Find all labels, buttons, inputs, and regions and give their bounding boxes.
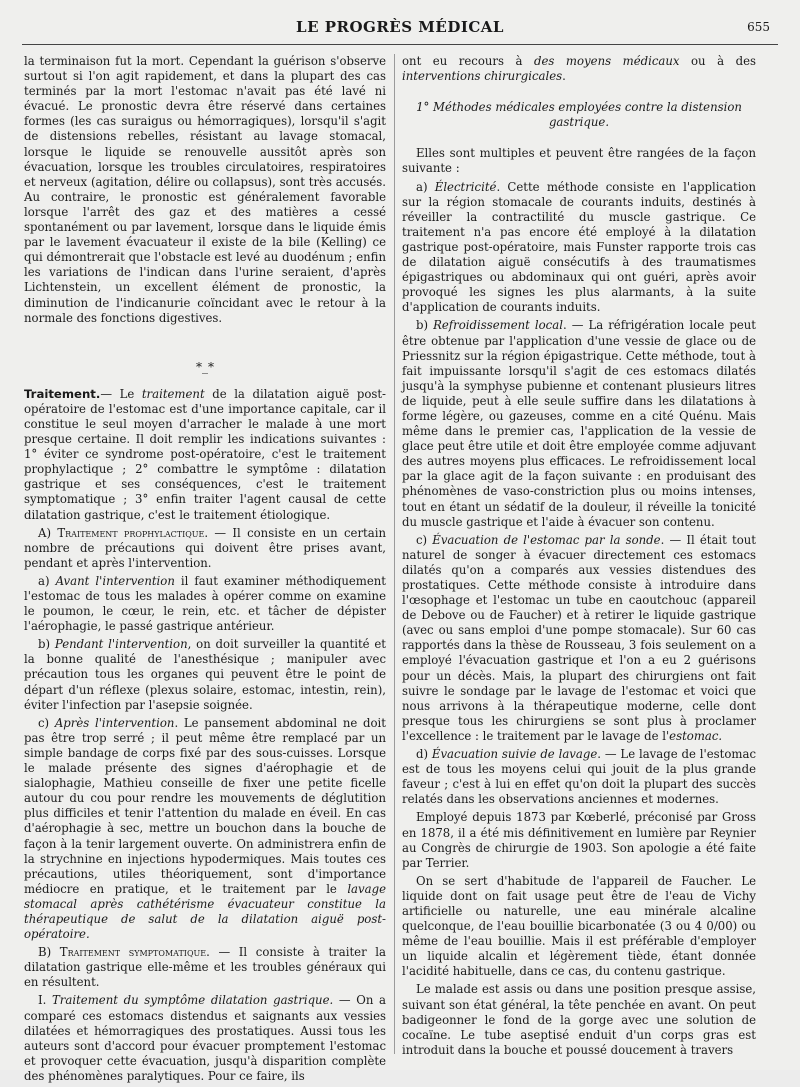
continuation-paragraph: ont eu recours à des moyens médicaux ou à des interventions chirurgicales. [402, 54, 757, 84]
treatment-intro: Traitement.— Le traitement de la dilatation aiguë post-opératoire de l'estomac est d'une importance capitale, car il constitue le seul moyen d'arracher le malade à une mort presque certaine. Il doit remplir les indications suivantes : 1° éviter ce syndrome post-opératoire, c'est le traitement prophylactique ; 2° combattre le symptôme : dilatation gastrique et ses conséquences, c'est le traitement symptomatique ; 3° enfin traiter l'agent causal de cette dilatation gastrique, c'est le traitement étiologique. [24, 386, 387, 522]
running-header [0, 18, 800, 42]
symptomatic-heading: B) Traitement symptomatique. [38, 945, 210, 960]
column-divider [394, 54, 395, 1054]
prophylactic-heading: A) Traitement prophylactique. [38, 525, 209, 540]
history-paragraph: Employé depuis 1873 par Kœberlé, préconisé par Gross en 1878, il a été mis définitivement en lumière par Reynier au Congrès de chirurgie de 1903. Son apologie a été faite par Terrier. [402, 810, 756, 870]
prophylactic-paragraph: A) Traitement prophylactique. — Il consiste en un certain nombre de précautions qui doivent être prises avant, pendant et après l'intervention. [24, 525, 386, 570]
electricity-paragraph: a) Électricité. Cette méthode consiste en l'application sur la région stomacale de courants induits, destinés à réveiller la contractilité du muscle gastrique. Ce traitement n'a pas encore été employé à la dilatation gastrique post-opératoire, mais Funster rapporte trois cas de dilatation aiguë consécutifs à des traumatismes épigastriques ou abdominaux qui ont guéri, après avoir provoqué les signes les plus alarmants, à la suite d'application de courants induits. [402, 179, 756, 315]
section-title: 1° Méthodes médicales employées contre la distension gastrique. [416, 100, 742, 130]
cooling-paragraph: b) Refroidissement local. — La réfrigération locale peut être obtenue par l'application d'une vessie de glace ou de Priessnitz sur la région épigastrique. Cette méthode, tout à fait impuissante lorsqu'il s'agit de ces estomacs dilatés jusqu'à la symphyse pubienne et contenant plusieurs litres de liquide, peut à elle seule suffire dans les dilatations à forme légère, ou gazeuses, comme en a cité Quénu. Mais même dans le premier cas, l'application de la vessie de glace peut être utile et doit être employée comme adjuvant des autres moyens plus efficaces. Le refroidissement local par la glace agit de la façon suivante : en produisant des phénomènes de vaso-constriction plus ou moins intenses, tout en étant un sédatif de la douleur, il réveille la tonicité du muscle gastrique et l'aide à évacuer son contenu. [402, 318, 756, 529]
symptom-treatment: I. Traitement du symptôme dilatation gastrique. — On a comparé ces estomacs distendus et saignants aux vessies dilatées et hémorragiques des prostatiques. Aussi tous les auteurs sont d'accord pour évacuer promptement l'estomac et provoquer cette évacuation, jusqu'à disparition complète des phénomènes paralytiques. Pour ce faire, ils [24, 993, 386, 1083]
lavage-paragraph: d) Évacuation suivie de lavage. — Le lavage de l'estomac est de tous les moyens celui qui jouit de la plus grande faveur ; c'est à lui en effet qu'on doit la plupart des succès relatés dans les observations anciennes et modernes. [402, 747, 756, 807]
before-intervention: a) Avant l'intervention il faut examiner méthodiquement l'estomac de tous les malades à opérer comme on examine le poumon, le cœur, le rein, etc. et tâcher de dépister l'aérophagie, le passé gastrique antérieur. [24, 573, 387, 634]
treatment-heading: Traitement. [24, 386, 101, 401]
page-number: 655 [747, 20, 770, 34]
after-intervention: c) Après l'intervention. Le pansement abdominal ne doit pas être trop serré ; il peut même être remplacé par un simple bandage de corps fixé par des sous-cuisses. Lorsque le malade présente des signes d'aérophagie et de sialophagie, Mathieu conseille de fixer une petite ficelle autour du cou pour rendre les mouvements de déglutition plus difficiles et tenir l'attention du malade en éveil. En cas d'aérophagie à sec, mettre un bouchon dans la bouche de façon à la tenir largement ouverte. On administrera enfin de la strychnine en injections hypodermiques. Mais toutes ces précautions, utiles théoriquement, sont d'importance médiocre en pratique, et le traitement par le lavage stomacal après cathétérisme évacuateur constitue la thérapeutique de salut de la dilatation aiguë post-opératoire. [24, 715, 386, 942]
header-rule [22, 44, 778, 45]
left-column [24, 54, 386, 1087]
evacuation-paragraph: c) Évacuation de l'estomac par la sonde. — Il était tout naturel de songer à évacuer directement ces estomacs dilatés qu'on a comparés aux vessies distendues des prostatiques. Cette méthode consiste à introduire dans l'œsophage et l'estomac un tube en caoutchouc (appareil de Debove ou de Faucher) et à retirer le liquide gastrique (avec ou sans emploi d'une pompe stomacale). Sur 60 cas rapportés dans la thèse de Rousseau, 3 fois seulement on a employé l'évacuation gastrique et l'on a eu 2 guérisons pour un décès. Mais, la plupart des chirurgiens ont fait suivre le sondage par le lavage de l'estomac et voici que nous arrivons à la thérapeutique moderne, celle dont presque tous les chirurgiens se sont plus à proclamer l'excellence : le traitement par le lavage de l'estomac. [402, 532, 756, 743]
during-intervention: b) Pendant l'intervention, on doit surveiller la quantité et la bonne qualité de l'anesthésique ; manipuler avec précaution tous les organes qui peuvent être le point de départ d'un réflexe (plexus solaire, estomac, intestin, rein), éviter l'infection par l'asepsie soignée. [24, 637, 387, 712]
methods-intro: Elles sont multiples et peuvent être rangées de la façon suivante : [402, 146, 756, 176]
symptomatic-paragraph: B) Traitement symptomatique. — Il consiste à traiter la dilatation gastrique elle-même et les troubles généraux qui en résultent. [24, 945, 386, 990]
position-paragraph: Le malade est assis ou dans une position presque assise, suivant son état général, la tête penchée en avant. On peut badigeonner le fond de la gorge avec une solution de cocaïne. Le tube aseptisé enduit d'un corps gras est introduit dans la bouche et poussé doucement à travers [402, 982, 756, 1057]
section-separator: *_* [196, 359, 214, 374]
journal-title: LE PROGRÈS MÉDICAL [296, 18, 504, 36]
prognosis-paragraph: la terminaison fut la mort. Cependant la guérison s'observe surtout si l'on agit rapidement, et dans la plupart des cas terminés par la mort l'estomac n'avait pas été lavé ni évacué. Le pronostic devra être réservé dans certaines formes (les cas suraigus ou hémorragiques), lorsqu'il s'agit de distensions rebelles, résistant au lavage stomacal, lorsque le liquide se renouvelle aussitôt après son évacuation, lorsque les troubles circulatoires, respiratoires et nerveux (agitation, délire ou collapsus), sont très accusés. Au contraire, le pronostic est généralement favorable lorsque l'arrêt des gaz et des matières a cessé spontanément ou par lavement, lorsque dans le liquide émis par le lavement évacuateur il existe de la bile (Kelling) ce qui démontrerait que l'obstacle est levé au duodénum ; enfin les variations de l'indican dans l'urine seraient, d'après Lichtenstein, un excellent élément de pronostic, la diminution de l'indicanurie coïncidant avec le retour à la normale des fonctions digestives. [24, 54, 386, 325]
apparatus-paragraph: On se sert d'habitude de l'appareil de Faucher. Le liquide dont on fait usage peut être de l'eau de Vichy artificielle ou naturelle, une eau minérale alcaline quelconque, de l'eau bouillie bicarbonatée (3 ou 4 0/00) ou même de l'eau bouillie. Mais il est préférable d'employer un liquide alcalin et légèrement tiède, étant donnée l'acidité habituelle, dans ce cas, du contenu gastrique. [402, 873, 756, 979]
right-column [402, 54, 756, 1061]
